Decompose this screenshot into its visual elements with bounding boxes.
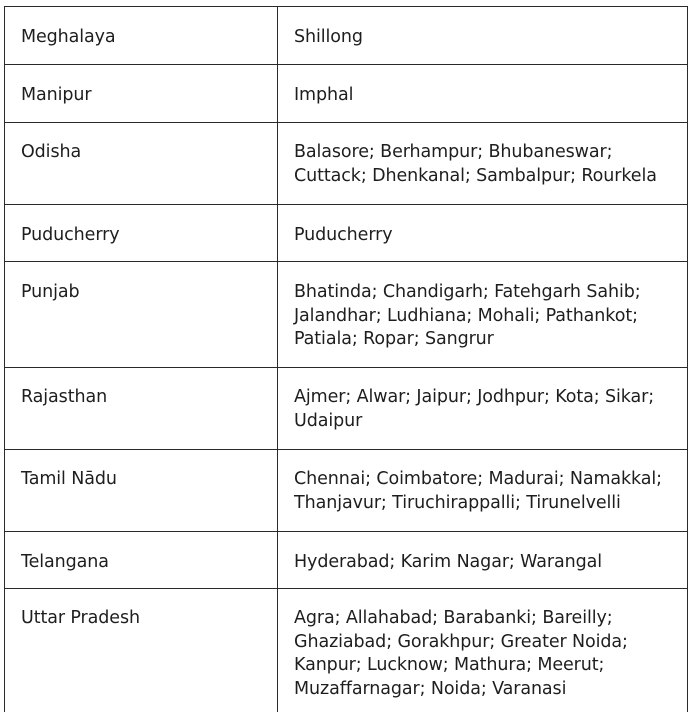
state-cell: Manipur xyxy=(5,65,278,123)
state-cities-table xyxy=(4,6,688,712)
table-row xyxy=(5,262,688,368)
table-row xyxy=(5,123,688,205)
cities-cell: Hyderabad; Karim Nagar; Warangal xyxy=(278,532,688,589)
table-row xyxy=(5,7,688,65)
state-cell: Telangana xyxy=(5,532,278,589)
state-cell: Meghalaya xyxy=(5,7,278,65)
cities-cell: Balasore; Berhampur; Bhubaneswar; Cuttack; Dhenkanal; Sambalpur; Rourkela xyxy=(278,123,688,205)
table-row xyxy=(5,589,688,712)
cities-cell: Shillong xyxy=(278,7,688,65)
cities-cell: Imphal xyxy=(278,65,688,123)
cities-cell: Chennai; Coimbatore; Madurai; Namakkal; Thanjavur; Tiruchirappalli; Tirunelvelli xyxy=(278,450,688,532)
state-cell: Puducherry xyxy=(5,205,278,262)
state-cell: Uttar Pradesh xyxy=(5,589,278,712)
cities-cell: Puducherry xyxy=(278,205,688,262)
state-cell: Odisha xyxy=(5,123,278,205)
cities-cell: Agra; Allahabad; Barabanki; Bareilly; Ghaziabad; Gorakhpur; Greater Noida; Kanpur; Lucknow; Mathura; Meerut; Muzaffarnagar; Noida; Varanasi xyxy=(278,589,688,712)
table-row xyxy=(5,65,688,123)
table-row xyxy=(5,368,688,450)
state-cell: Rajasthan xyxy=(5,368,278,450)
state-cell: Tamil Nādu xyxy=(5,450,278,532)
cities-cell: Ajmer; Alwar; Jaipur; Jodhpur; Kota; Sikar; Udaipur xyxy=(278,368,688,450)
table-row xyxy=(5,205,688,262)
table-row xyxy=(5,450,688,532)
cities-cell: Bhatinda; Chandigarh; Fatehgarh Sahib; Jalandhar; Ludhiana; Mohali; Pathankot; Patiala; Ropar; Sangrur xyxy=(278,262,688,368)
table-row xyxy=(5,532,688,589)
state-cell: Punjab xyxy=(5,262,278,368)
